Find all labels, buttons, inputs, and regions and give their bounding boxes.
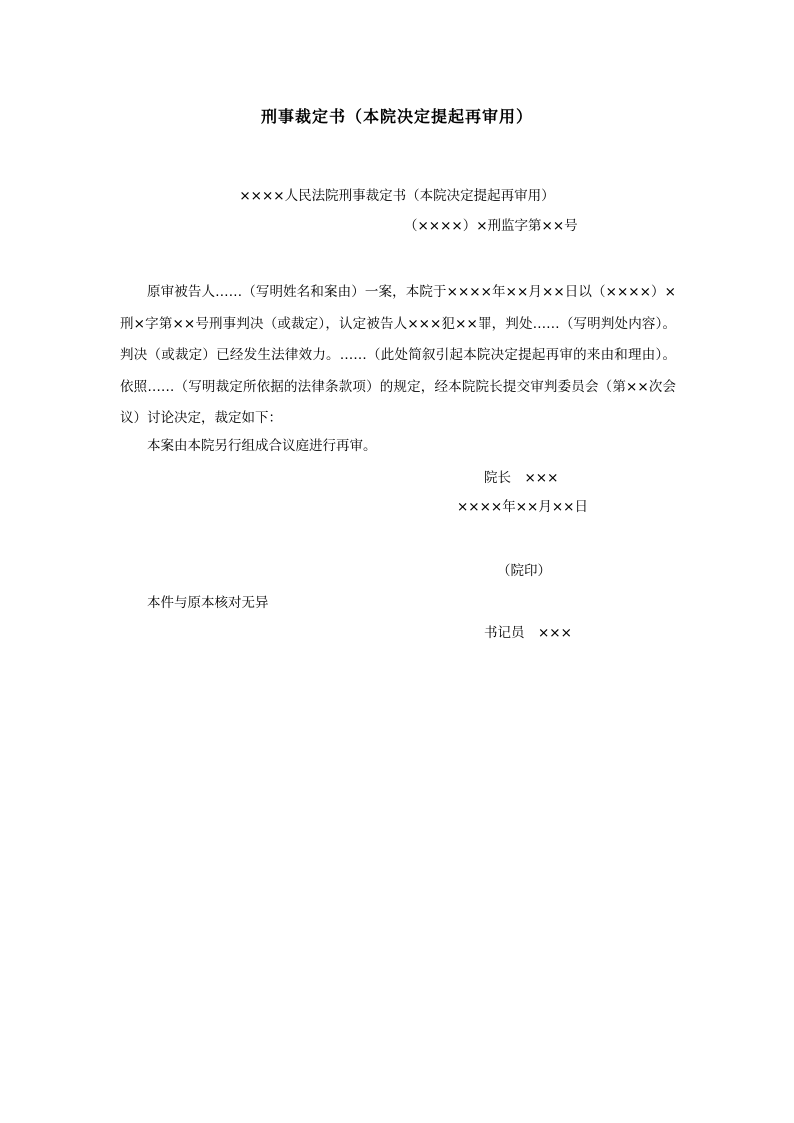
verification-note: 本件与原本核对无异 [147, 595, 269, 611]
clerk-signature: 书记员 ××× [484, 625, 572, 641]
document-date: ××××年××月××日 [457, 499, 588, 515]
case-number: （××××）×刑监字第××号 [404, 218, 578, 234]
court-header: ××××人民法院刑事裁定书（本院决定提起再审用） [239, 188, 555, 204]
body-paragraph: 原审被告人……（写明姓名和案由）一案，本院于××××年××月××日以（××××）×刑×字第××号刑事判决（或裁定），认定被告人×××犯××罪，判处……（写明判处内容）。判决（或裁定）已经发生法律效力。……（此处简叙引起本院决定提起再审的来由和理由）。依照……（写明裁定所依据的法律条款项）的规定，经本院院长提交审判委员会（第××次会议）讨论决定，裁定如下： [120, 284, 676, 426]
document-title: 刑事裁定书（本院决定提起再审用） [260, 107, 533, 126]
president-signature: 院长 ××× [484, 470, 559, 486]
court-seal: （院印） [497, 563, 551, 579]
ruling-text: 本案由本院另行组成合议庭进行再审。 [147, 438, 377, 454]
